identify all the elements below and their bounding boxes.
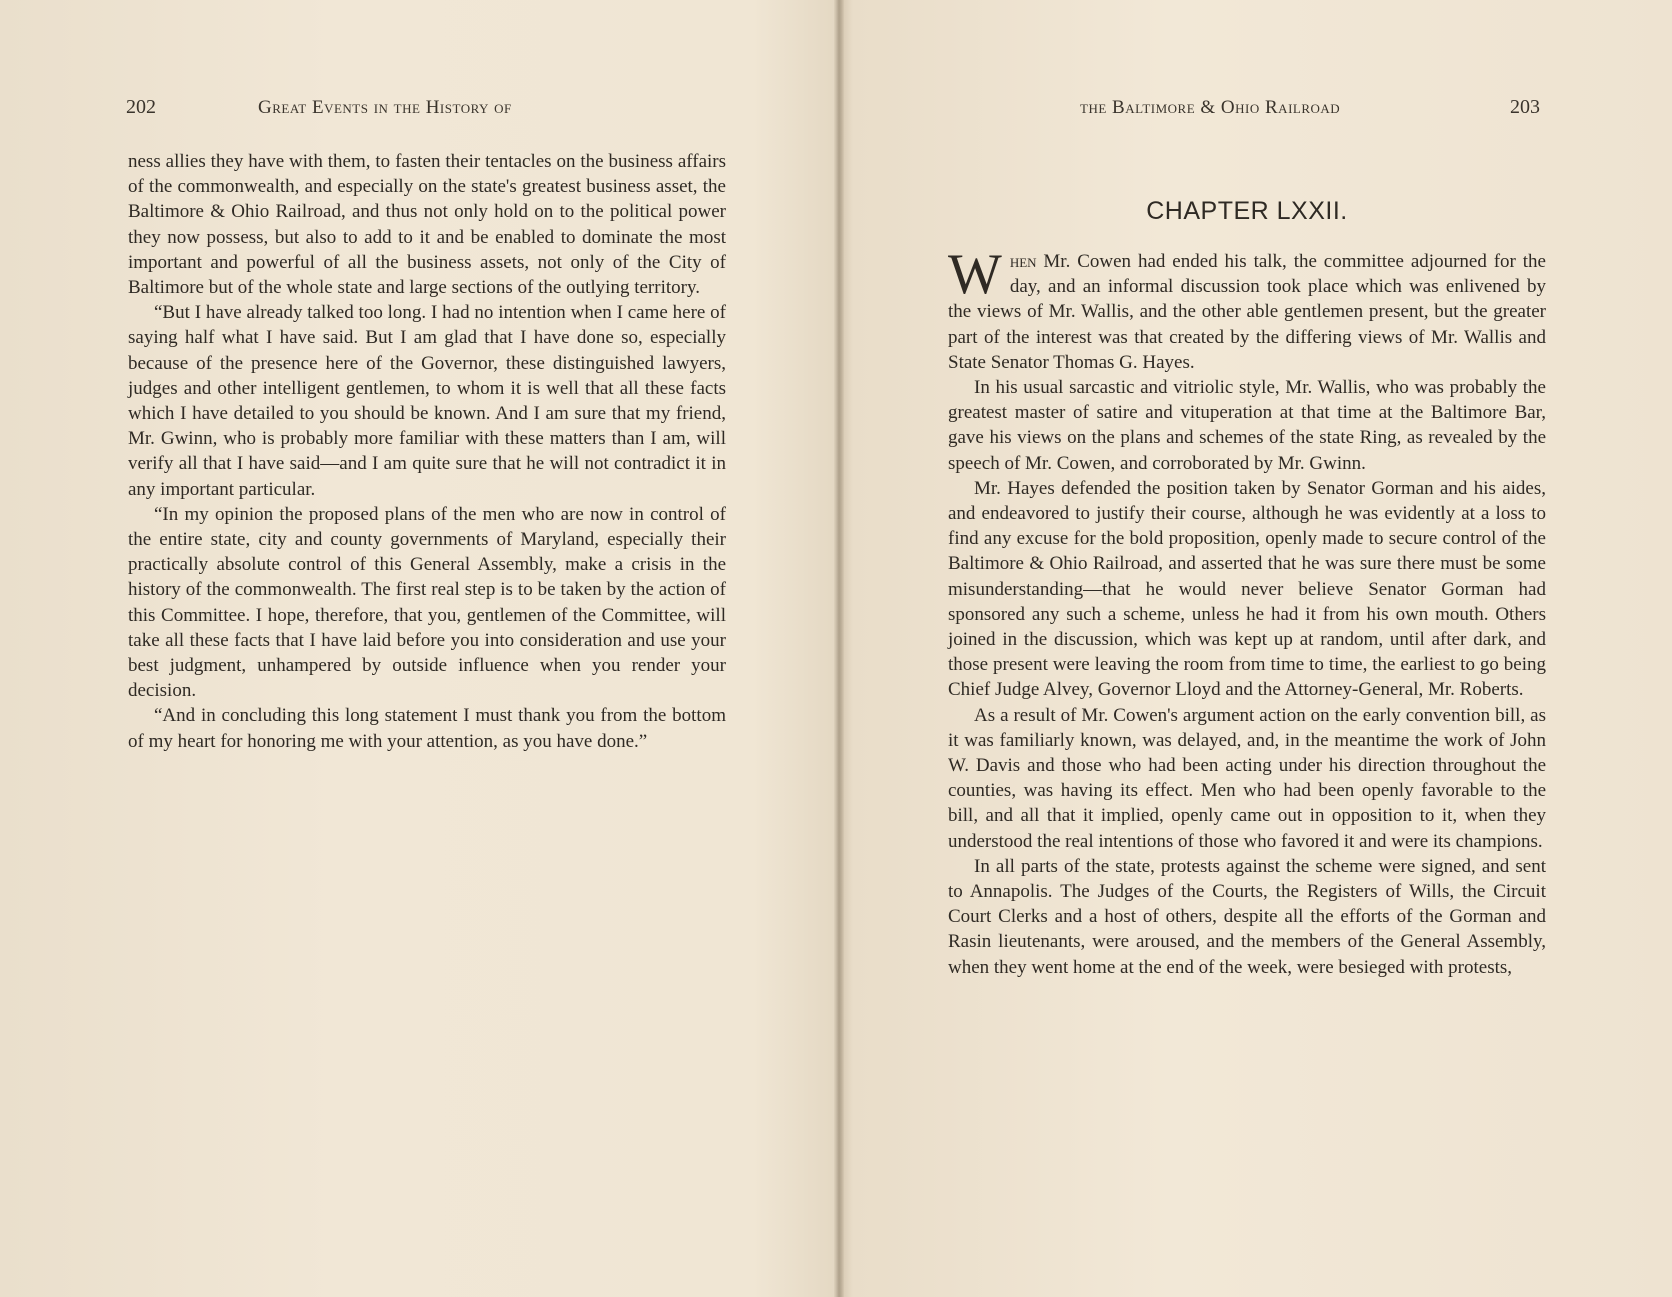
body-text [128, 149, 726, 754]
page-number: 203 [1510, 96, 1540, 118]
left-page [0, 0, 834, 1297]
page-number: 202 [126, 96, 156, 118]
paragraph: In his usual sarcastic and vitriolic style, Mr. Wallis, who was probably the greatest master of satire and vituperation at that time at the Baltimore Bar, gave his views on the plans and schemes of the state Ring, as revealed by the speech of Mr. Cowen, and corroborated by Mr. Gwinn. [948, 377, 1546, 474]
small-caps-lead: hen [1009, 251, 1037, 272]
paragraph-text: Mr. Cowen had ended his talk, the committee adjourned for the day, and an informal discussion took place which was enlivened by the views of Mr. Wallis, and the other able gentlemen present, but the greater part of the interest was that created by the differing views of Mr. Wallis and State Senator Thomas G. Hayes. [948, 251, 1546, 373]
body-text [948, 243, 1546, 980]
paragraph: ness allies they have with them, to fasten their tentacles on the business affairs of the commonwealth, and especially on the state's greatest business asset, the Baltimore & Ohio Railroad, and thus not only hold on to the political power they now possess, but also to add to it and be enabled to dominate the most important and powerful of all the business assets, not only of the City of Baltimore but of the whole state and large sections of the outlying territory. [128, 151, 726, 299]
chapter-title: CHAPTER LXXII. [1146, 197, 1348, 225]
paragraph [948, 243, 1546, 375]
paragraph: Mr. Hayes defended the position taken by Senator Gorman and his aides, and endeavored to justify their course, although he was evidently at a loss to find any excuse for the bold proposition, openly made to secure control of the Baltimore & Ohio Railroad, and asserted that he was sure there must be some misunderstanding—that he would never believe Senator Gorman had sponsored any such a scheme, unless he had it from his own mouth. Others joined in the discussion, which was kept up at random, until after dark, and those present were leaving the room from time to time, the earliest to go being Chief Judge Alvey, Governor Lloyd and the Attorney-General, Mr. Roberts. [948, 477, 1546, 701]
paragraph: “But I have already talked too long. I had no intention when I came here of saying half what I have said. But I am glad that I have done so, especially because of the presence here of the Governor, these distinguished lawyers, judges and other intelligent gentlemen, to whom it is well that all these facts which I have detailed to you should be known. And I am sure that my friend, Mr. Gwinn, who is probably more familiar with these matters than I am, will verify all that I have said—and I am quite sure that he will not contradict it in any important particular. [128, 302, 726, 500]
running-head: the Baltimore & Ohio Railroad [1080, 97, 1341, 118]
paragraph: In all parts of the state, protests against the scheme were signed, and sent to Annapolis. The Judges of the Courts, the Registers of Wills, the Circuit Court Clerks and a host of others, despite all the efforts of the Gorman and Rasin lieutenants, were aroused, and the members of the General Assembly, when they went home at the end of the week, were besieged with protests, [948, 855, 1546, 978]
drop-cap: W [948, 243, 1002, 306]
paragraph: “And in concluding this long statement I must thank you from the bottom of my heart for honoring me with your attention, as you have done.” [128, 705, 726, 752]
right-page [844, 0, 1672, 1297]
running-head: Great Events in the History of [258, 97, 512, 118]
book-gutter [834, 0, 844, 1297]
paragraph: As a result of Mr. Cowen's argument action on the early convention bill, as it was familiarly known, was delayed, and, in the meantime the work of John W. Davis and those who had been acting under his direction throughout the counties, was having its effect. Men who had been openly favorable to the bill, and all that it implied, openly came out in opposition to it, when they understood the real intentions of those who favored it and were its champions. [948, 704, 1546, 852]
paragraph: “In my opinion the proposed plans of the men who are now in control of the entire state, city and county governments of Maryland, especially their practically absolute control of this General Assembly, make a crisis in the history of the commonwealth. The first real step is to be taken by the action of this Committee. I hope, therefore, that you, gentlemen of the Committee, will take all these facts that I have laid before you into consideration and use your best judgment, unhampered by outside influence when you render your decision. [128, 503, 726, 702]
